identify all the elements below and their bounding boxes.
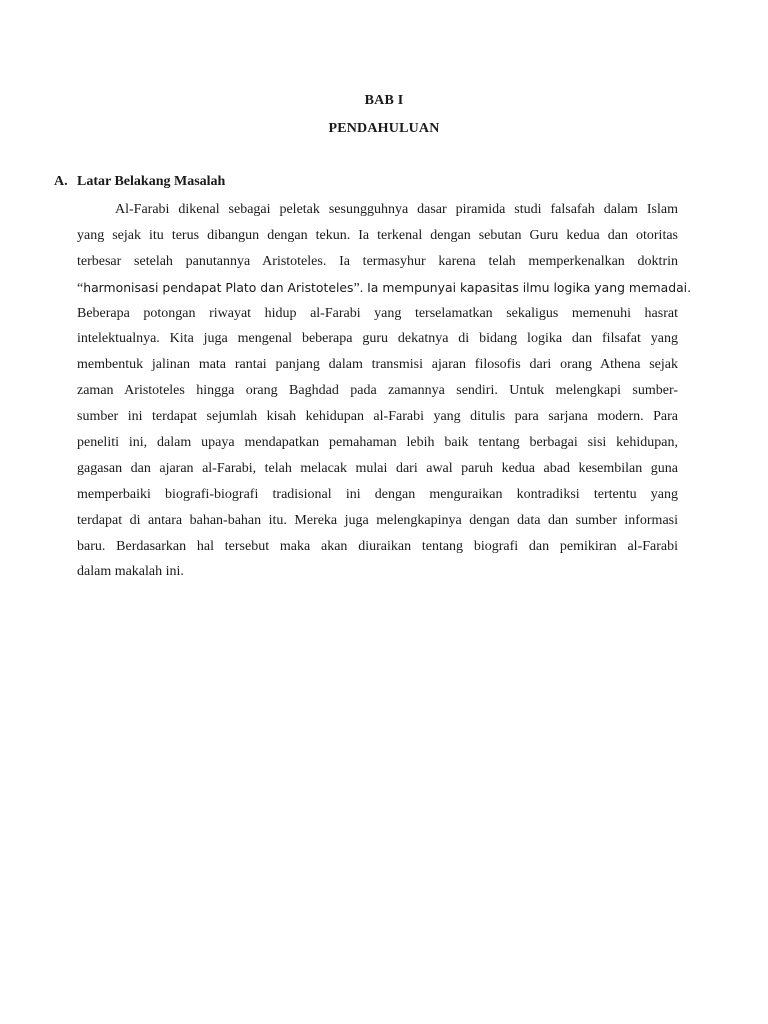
- chapter-title: PENDAHULUAN: [328, 121, 440, 136]
- paragraph-line: terbesar setelah panutannya Aristoteles. Ia termasyhur karena telah memperkenalkan doktrin: [77, 253, 678, 269]
- section-heading: [54, 174, 225, 190]
- chapter-number: BAB I: [364, 93, 404, 108]
- paragraph-line: zaman Aristoteles hingga orang Baghdad pada zamannya sendiri. Untuk melengkapi sumber-: [77, 383, 678, 399]
- close-quote: ”.: [353, 280, 364, 296]
- paragraph-line: memperbaiki biografi-biografi tradisional ini dengan menguraikan kontradiksi tertentu yang: [77, 486, 678, 502]
- paragraph-line: sumber ini terdapat sejumlah kisah kehidupan al-Farabi yang ditulis para sarjana modern. Para: [77, 409, 678, 425]
- paragraph-line: terdapat di antara bahan-bahan itu. Mereka juga melengkapinya dengan data dan sumber informasi: [77, 512, 678, 528]
- paragraph-line: baru. Berdasarkan hal tersebut maka akan diuraikan tentang biografi dan pemikiran al-Farabi: [77, 538, 678, 554]
- section-heading-text: Latar Belakang Masalah: [77, 174, 226, 189]
- body-paragraph: [77, 197, 692, 585]
- paragraph-line-mixed: [77, 275, 692, 301]
- logic-capacity-sentence: Ia mempunyai kapasitas ilmu logika yang memadai.: [363, 279, 692, 295]
- paragraph-line: gagasan dan ajaran al-Farabi, telah melacak mulai dari awal paruh kedua abad kesembilan guna: [77, 460, 678, 476]
- paragraph-line: membentuk jalinan mata rantai panjang dalam transmisi ajaran filosofis dari orang Athena sejak: [77, 357, 678, 373]
- section-marker: A.: [54, 174, 68, 189]
- open-quote: “: [77, 280, 84, 296]
- paragraph-line: yang sejak itu terus dibangun dengan tekun. Ia terkenal dengan sebutan Guru kedua dan otoritas: [77, 227, 678, 243]
- paragraph-line: Beberapa potongan riwayat hidup al-Farabi yang terselamatkan sekaligus memenuhi hasrat: [77, 305, 678, 321]
- paragraph-line: Al-Farabi dikenal sebagai peletak sesungguhnya dasar piramida studi falsafah dalam Islam: [115, 202, 678, 217]
- quoted-doctrine: harmonisasi pendapat Plato dan Aristoteles: [83, 279, 354, 295]
- paragraph-line-last: dalam makalah ini.: [77, 564, 184, 580]
- paragraph-line: intelektualnya. Kita juga mengenal beberapa guru dekatnya di bidang logika dan filsafat yang: [77, 331, 678, 347]
- paragraph-line: peneliti ini, dalam upaya mendapatkan pemahaman lebih baik tentang berbagai sisi kehidupan,: [77, 435, 678, 451]
